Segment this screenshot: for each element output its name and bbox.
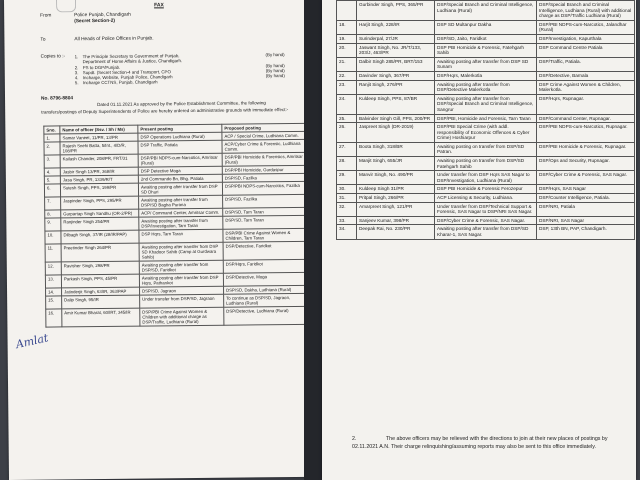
copy-recipient bbox=[75, 79, 285, 86]
cell-name: Manvir Singh, No. 490/PR bbox=[357, 171, 435, 185]
cell-sno: 10. bbox=[45, 231, 61, 244]
copy-delivery-mode: (By hand) bbox=[265, 52, 285, 58]
cell-present: DSP/PBI NDPS-cum-Narcotics, Amritsar (Rural) bbox=[138, 153, 222, 167]
cell-present: DSP SD Multanpur Dakha bbox=[435, 20, 537, 34]
col-present-header: Present posting bbox=[138, 124, 222, 133]
cell-sno: 29. bbox=[337, 171, 357, 185]
copy-text: Supdt. (Secret Section-4 and Transport, CPO bbox=[82, 69, 171, 76]
cell-sno: 15. bbox=[46, 296, 62, 309]
cell-proposed: DSP Crime Against Women & Children, Malerkotla. bbox=[537, 80, 635, 94]
cell-proposed: DSP/Special Branch and Criminal Intelligence, Ludhiana (Rural) with additional charge as DSP/Traffic Ludhiana (Rural) bbox=[537, 1, 635, 21]
cell-sno: 31. bbox=[337, 194, 357, 203]
cell-proposed: DSP/Detective, Barnala bbox=[537, 71, 635, 80]
table-row bbox=[337, 20, 635, 34]
cell-name: Dilbagh Singh, 37/IR (28/IR/PAP) bbox=[61, 230, 139, 244]
cell-name: Deepak Rai, No. 230/PR bbox=[357, 225, 435, 239]
cell-sno: 9. bbox=[45, 218, 61, 231]
cell-proposed: DSP/PBI NDPS-cum-Narcotics, Fazilka bbox=[222, 181, 306, 195]
cell-present: DSP/PBI Special Crime (with addl. responsibility of Economic Offences & Cyber Crime) Hoshiarpur bbox=[435, 123, 537, 143]
cell-proposed: DSP, 13th BN, PAP, Chandigarh. bbox=[537, 225, 635, 239]
cell-proposed: DSP/SD, Tarn Taran bbox=[223, 207, 307, 216]
table-row bbox=[337, 216, 635, 225]
table-row bbox=[337, 225, 635, 239]
copy-number: 2. bbox=[74, 64, 79, 70]
handwritten-initials: Amlat bbox=[14, 331, 50, 352]
copy-text: The Principle Secretary to Government of Punjab, bbox=[82, 53, 180, 60]
cell-sno: 28. bbox=[337, 157, 357, 171]
fax-heading: FAX bbox=[154, 2, 164, 9]
cell-present: ACP/ Command Center, Amritsar Comm. bbox=[139, 208, 223, 217]
cell-proposed: ACP/Cyber Crime & Forensic, Ludhiana Comm. bbox=[222, 139, 306, 153]
cell-sno: 24. bbox=[337, 94, 357, 114]
copy-number: 1. bbox=[74, 54, 79, 60]
to-label: To bbox=[40, 37, 46, 43]
cell-proposed: DSP/PBI NDPS-cum-Narcotics, Rupnagar. bbox=[537, 123, 635, 143]
relieving-instruction bbox=[352, 435, 632, 451]
cell-present: Awaiting posting after transfer from DSP/Investigation, Tarn Taran bbox=[139, 216, 223, 230]
cell-name: Samar Vaneet, 11/PR, 13/PR bbox=[60, 133, 138, 142]
cell-present: Awaiting posting after transfer from DSP SD Dhuri bbox=[138, 182, 222, 196]
cell-present: Awaiting posting after transfer from DSP Hqrs, Pathankot bbox=[139, 273, 223, 287]
cell-proposed: DSP/Detective, Moga bbox=[223, 272, 307, 286]
copies-label: Copies to :- bbox=[40, 54, 66, 60]
cell-name: Rajesh Snehi Batta, 5/Int., 4/D/R, 108/PR bbox=[60, 141, 138, 155]
cell-name: Gurpartap Singh Sandhu (OR-2/PR) bbox=[61, 209, 139, 218]
cell-present: Awaiting posting after transfer from DSP/SD Kharar-1, SAS Nagar. bbox=[435, 225, 537, 239]
cell-present: DSP/PBI, Homicide and Forensic, Tarn Taran bbox=[435, 114, 537, 123]
cell-present: Awaiting posting after transfer from DSP/SD, Faridkot bbox=[139, 260, 223, 274]
cell-name: Ranjit Singh, 276/PR bbox=[357, 80, 435, 94]
cell-present: DSP Detective Moga bbox=[138, 166, 222, 175]
cell-proposed: DSP/PBI NDPS-cum-Narcotics, Jalandhar (Rural) bbox=[537, 20, 635, 34]
cell-present: DSP/Special Branch and Criminal Intelligence, Ludhiana (Rural) bbox=[435, 1, 537, 21]
cell-present: 2nd Commando Bn, Bhg. Patiala bbox=[138, 174, 222, 183]
cell-present: Under transfer from DSP/Technical Support & Forensic, SAS Nagar to DSP/NRI SAS Nagar. bbox=[435, 202, 537, 216]
cell-name: Harjit Singh, 228/IR bbox=[357, 20, 435, 34]
cell-name: Boota Singh, 318/BR bbox=[357, 142, 435, 156]
cell-name: Sanjeev Kumar, 398/PR bbox=[357, 216, 435, 225]
cell-present: DSP Traffic, Patiala bbox=[138, 140, 222, 154]
cell-sno: 14. bbox=[46, 288, 62, 296]
cell-present: Awaiting posting after transfer from DSP SD Sunam bbox=[435, 57, 537, 71]
from-section: (Secret Section-2) bbox=[74, 18, 116, 25]
table-row bbox=[337, 185, 635, 194]
cell-proposed: DSP/SD, Fazilka bbox=[223, 194, 307, 208]
cell-name: Ravisher Singh, 298/PR bbox=[61, 261, 139, 275]
cell-proposed: DSP/SD, Fazilka bbox=[222, 173, 306, 182]
table-row bbox=[337, 1, 635, 21]
col-sno-header: Sno. bbox=[44, 126, 60, 134]
cell-proposed: DSP/PBI Homicide & Forensics, Amritsar (Rural) bbox=[222, 152, 306, 166]
cell-sno: 33. bbox=[337, 216, 357, 225]
table-row bbox=[337, 94, 635, 114]
cell-name: Pritpal Singh, 266/PR bbox=[357, 194, 435, 203]
cell-sno: 12. bbox=[45, 262, 61, 275]
cell-proposed: DSP/Detective, Faridkot bbox=[223, 241, 307, 260]
table-row bbox=[337, 80, 635, 94]
cell-sno: 22. bbox=[337, 71, 357, 80]
transfer-table-right bbox=[336, 0, 635, 240]
cell-proposed: To continue as DSP/SD, Jagraon, Ludhiana (Rural) bbox=[224, 293, 308, 307]
cell-name: Ranjinder Singh 254/PR bbox=[61, 217, 139, 231]
copy-delivery-mode: (By hand) bbox=[265, 62, 285, 68]
copy-number: 4. bbox=[74, 75, 79, 81]
copy-text: Incharge, Website, Punjab Police, Chandigarh bbox=[82, 74, 173, 81]
cell-sno: 2. bbox=[44, 142, 60, 155]
cell-name: Jatinderjit Singh, 63/IR, 363/PAP bbox=[62, 287, 140, 296]
cell-sno: 21. bbox=[337, 57, 357, 71]
cell-name: Jasa Singh, PR, 1339/R/T bbox=[60, 175, 138, 184]
cell-proposed: DSP/Hqrs, Faridkot bbox=[223, 259, 307, 273]
cell-sno: 30. bbox=[337, 185, 357, 194]
cell-present: DSP/PBI Crime Against Women & Children with additional charge as DSP/Traffic, Ludhiana (Rural) bbox=[140, 307, 224, 326]
cell-name: Balvinder Singh Gill, PPS, 200/PR bbox=[357, 114, 435, 123]
cell-present: Under transfer from DSP Hqrs SAS Nagar to DSP/Investigation, Ludhiana (Rural) bbox=[435, 171, 537, 185]
cell-proposed: DSP/NRI, SAS Nagar bbox=[537, 216, 635, 225]
table-row bbox=[46, 306, 308, 327]
table-row bbox=[337, 157, 635, 171]
cell-proposed: DSP/Ops and Security, Rupnagar. bbox=[537, 157, 635, 171]
cell-sno: 32. bbox=[337, 202, 357, 216]
instruction-number: 2. bbox=[352, 436, 357, 442]
cell-sno: 3. bbox=[44, 155, 60, 168]
cell-name: Manjit Singh, 655/JR bbox=[357, 157, 435, 171]
scan-gutter bbox=[304, 0, 322, 480]
table-row bbox=[337, 194, 635, 203]
cell-sno: 20. bbox=[337, 43, 357, 57]
cell-name: Dalip Singh, 95/IR bbox=[62, 295, 140, 309]
cell-proposed: DSP/SD, Dakha, Ludhiana (Rural) bbox=[224, 285, 308, 294]
cell-present: Awaiting posting on transfer from DSP/SD Patran. bbox=[435, 142, 537, 156]
paper-clip-mark bbox=[56, 0, 76, 12]
cell-present: DSP/SD, Jagraon bbox=[140, 286, 224, 295]
table-row bbox=[337, 171, 635, 185]
cell-present: DSP PBI Homicide & Forensic Ferozepur bbox=[435, 185, 537, 194]
cell-present: Awaiting posting after transfer from DSP/SD Bagha Purana bbox=[139, 195, 223, 209]
cell-sno: 23. bbox=[337, 80, 357, 94]
cell-sno: 16. bbox=[46, 309, 62, 327]
copy-text: Department of Home Affairs & Justice, Chandigarh. bbox=[82, 58, 183, 65]
cell-proposed: DSP/PBI Homicide, Gurdaspur bbox=[222, 165, 306, 174]
cell-proposed: DSP/SD, Tarn Taran bbox=[223, 215, 307, 229]
cell-sno: 11. bbox=[45, 244, 61, 262]
order-number: No. 8796-8804 bbox=[41, 96, 74, 102]
cell-sno: 13. bbox=[45, 275, 61, 288]
cell-sno: 19. bbox=[337, 34, 357, 43]
cell-proposed: DSP/Investigation, Kapurthala bbox=[537, 34, 635, 43]
cell-proposed: DSP/PBI Crime Against Women & Children, Tarn Taran bbox=[223, 228, 307, 242]
cell-name: Surinderpal, 27/JR bbox=[357, 34, 435, 43]
cell-sno: 27. bbox=[337, 142, 357, 156]
instruction-text: The above officers may be relieved with the directions to join at their new places of postings by 02.11.2021 A.N. Their charge relinquishing/assuming reports may also be sent to this office immediately. bbox=[352, 436, 608, 450]
cell-sno: 26. bbox=[337, 123, 357, 143]
cell-present: Awaiting posting after transfer from DSP/Special Branch and Criminal Intelligence, Sangrur bbox=[435, 94, 537, 114]
cell-present: DSP/SD, Jaito, Faridkot bbox=[435, 34, 537, 43]
cell-name: Kailash Chander, 208/PR, FRT/31 bbox=[60, 154, 138, 168]
col-proposed-header: Proposed posting bbox=[222, 123, 306, 132]
cell-name: Jaswant Singh, No. JR/T/133, 203/J, 463/PR bbox=[357, 43, 435, 57]
cell-present: Awaiting posting after transfer from DSP/Detective Malerkotla bbox=[435, 80, 537, 94]
cell-present: DSP Hqrs, Tarn Taran bbox=[139, 229, 223, 243]
cell-present: DSP PBI Homicide & Forensic, Fatehgarh Sahib bbox=[435, 43, 537, 57]
right-document-page bbox=[322, 0, 636, 480]
cell-present: Awaiting posting on transfer from DSP/SD Fatehgarh Sahib bbox=[435, 157, 537, 171]
cell-proposed: DSP/Command Center, Rupnagar. bbox=[537, 114, 635, 123]
cell-proposed: DSP/Detective, Ludhiana (Rural) bbox=[224, 306, 308, 325]
from-label: From bbox=[40, 13, 52, 19]
cell-name: Jaspinder Singh, PPS, 295/PR bbox=[61, 196, 139, 210]
cell-sno bbox=[337, 1, 357, 21]
cell-present: Under transfer from DSP/SD, Jagraon bbox=[140, 294, 224, 308]
transfer-table-left bbox=[43, 123, 308, 328]
from-value: Police Punjab, Chandigarh bbox=[74, 12, 132, 19]
col-name-header: Name of officer (Ssv. / Sh / Ms) bbox=[60, 125, 138, 134]
table-row bbox=[337, 142, 635, 156]
cell-name: Amir Kumar Bharat, 60/IRT, 345/IR bbox=[62, 308, 140, 327]
cell-proposed: DSP/Cyber Crime & Forensic, SAS Nagar. bbox=[537, 171, 635, 185]
cell-name: Davinder Singh, 367/PR bbox=[357, 71, 435, 80]
cell-proposed: DSP/Hqrs, SAS Nagar bbox=[537, 185, 635, 194]
cell-name: Gurbinder Singh, PPS, 365/PR bbox=[357, 1, 435, 21]
copies-list bbox=[75, 52, 285, 86]
table-row bbox=[337, 123, 635, 143]
copy-text: Incharge CCTNS, Punjab, Chandigarh bbox=[82, 79, 158, 86]
table-row bbox=[337, 114, 635, 123]
cell-sno: 18. bbox=[337, 20, 357, 34]
copy-delivery-mode: (By hand) bbox=[265, 67, 285, 74]
cell-name: Preetinder Singh 264/PR bbox=[61, 243, 139, 262]
table-row bbox=[337, 202, 635, 216]
cell-proposed: DSP/Hqrs, Rupnagar. bbox=[537, 94, 635, 114]
table-row bbox=[337, 34, 635, 43]
left-document-page bbox=[4, 0, 309, 480]
cell-sno: 7. bbox=[45, 197, 61, 210]
copy-number: 5. bbox=[74, 80, 79, 86]
cell-proposed: ACP / Special Crime, Ludhiana Comm. bbox=[222, 131, 306, 140]
cell-proposed: DSP/Counter Intelligence, Patiala. bbox=[537, 194, 635, 203]
cell-proposed: DSP/NRI, Patiala bbox=[537, 202, 635, 216]
to-value: All Heads of Police Offices in Punjab. bbox=[74, 36, 154, 43]
copy-delivery-mode: (By hand) bbox=[265, 73, 285, 79]
order-intro: Dated 01.11.2021 As approved by the Police Establishment Committee, the following transfers/postings of Deputy Superintendents of Police are hereby ordered on administrative grounds with immediate effect:- bbox=[41, 100, 289, 115]
cell-present: DSP Operations Ludhiana (Rural) bbox=[138, 132, 222, 141]
copy-text: PS to DGP/Punjab. bbox=[82, 64, 121, 70]
cell-name: Jaspreet Singh (DR-2019) bbox=[357, 123, 435, 143]
cell-sno: 8. bbox=[45, 210, 61, 218]
copy-number: 3. bbox=[74, 70, 79, 76]
copy-recipient-text bbox=[75, 80, 158, 86]
cell-present: DSP/Cyber Crime & Forensic, SAS Nagar. bbox=[435, 216, 537, 225]
cell-present: DSP/Hqrs, Malerkotla bbox=[435, 71, 537, 80]
cell-present: ACP Licensing & Security, Ludhiana. bbox=[435, 194, 537, 203]
cell-proposed: DSP/Traffic, Patiala. bbox=[537, 57, 635, 71]
cell-name: Sutesh Singh, PPS, 199/PR bbox=[60, 183, 138, 197]
cell-name: Parkash Singh, PPS, 45/PR bbox=[61, 274, 139, 288]
cell-sno: 6. bbox=[44, 184, 60, 197]
cell-name: Kuldeep Singh 31/PR bbox=[357, 185, 435, 194]
cell-sno: 4. bbox=[44, 168, 60, 176]
cell-sno: 5. bbox=[44, 176, 60, 184]
cell-name: Kuldeep Singh, PPS, 87/BR bbox=[357, 94, 435, 114]
table-row bbox=[337, 43, 635, 57]
table-row bbox=[337, 57, 635, 71]
cell-present: Awaiting posting after transfer from DSP SD Khadoor Sahib (Camp at Gurdwara Sahib) bbox=[139, 242, 223, 261]
cell-name: Jasbir Singh 13/PR, 368/IR bbox=[60, 167, 138, 176]
cell-proposed: DSP Command Centre Patiala bbox=[537, 43, 635, 57]
cell-sno: 25. bbox=[337, 114, 357, 123]
cell-sno: 1. bbox=[44, 134, 60, 142]
cell-name: Dalbir Singh 285/PR, BRT/153 bbox=[357, 57, 435, 71]
table-row bbox=[337, 71, 635, 80]
cell-name: Amarpreet Singh, 121/PR bbox=[357, 202, 435, 216]
cell-proposed: DSP/PBI Homicide & Forensic, Rupnagar. bbox=[537, 142, 635, 156]
cell-sno: 34. bbox=[337, 225, 357, 239]
